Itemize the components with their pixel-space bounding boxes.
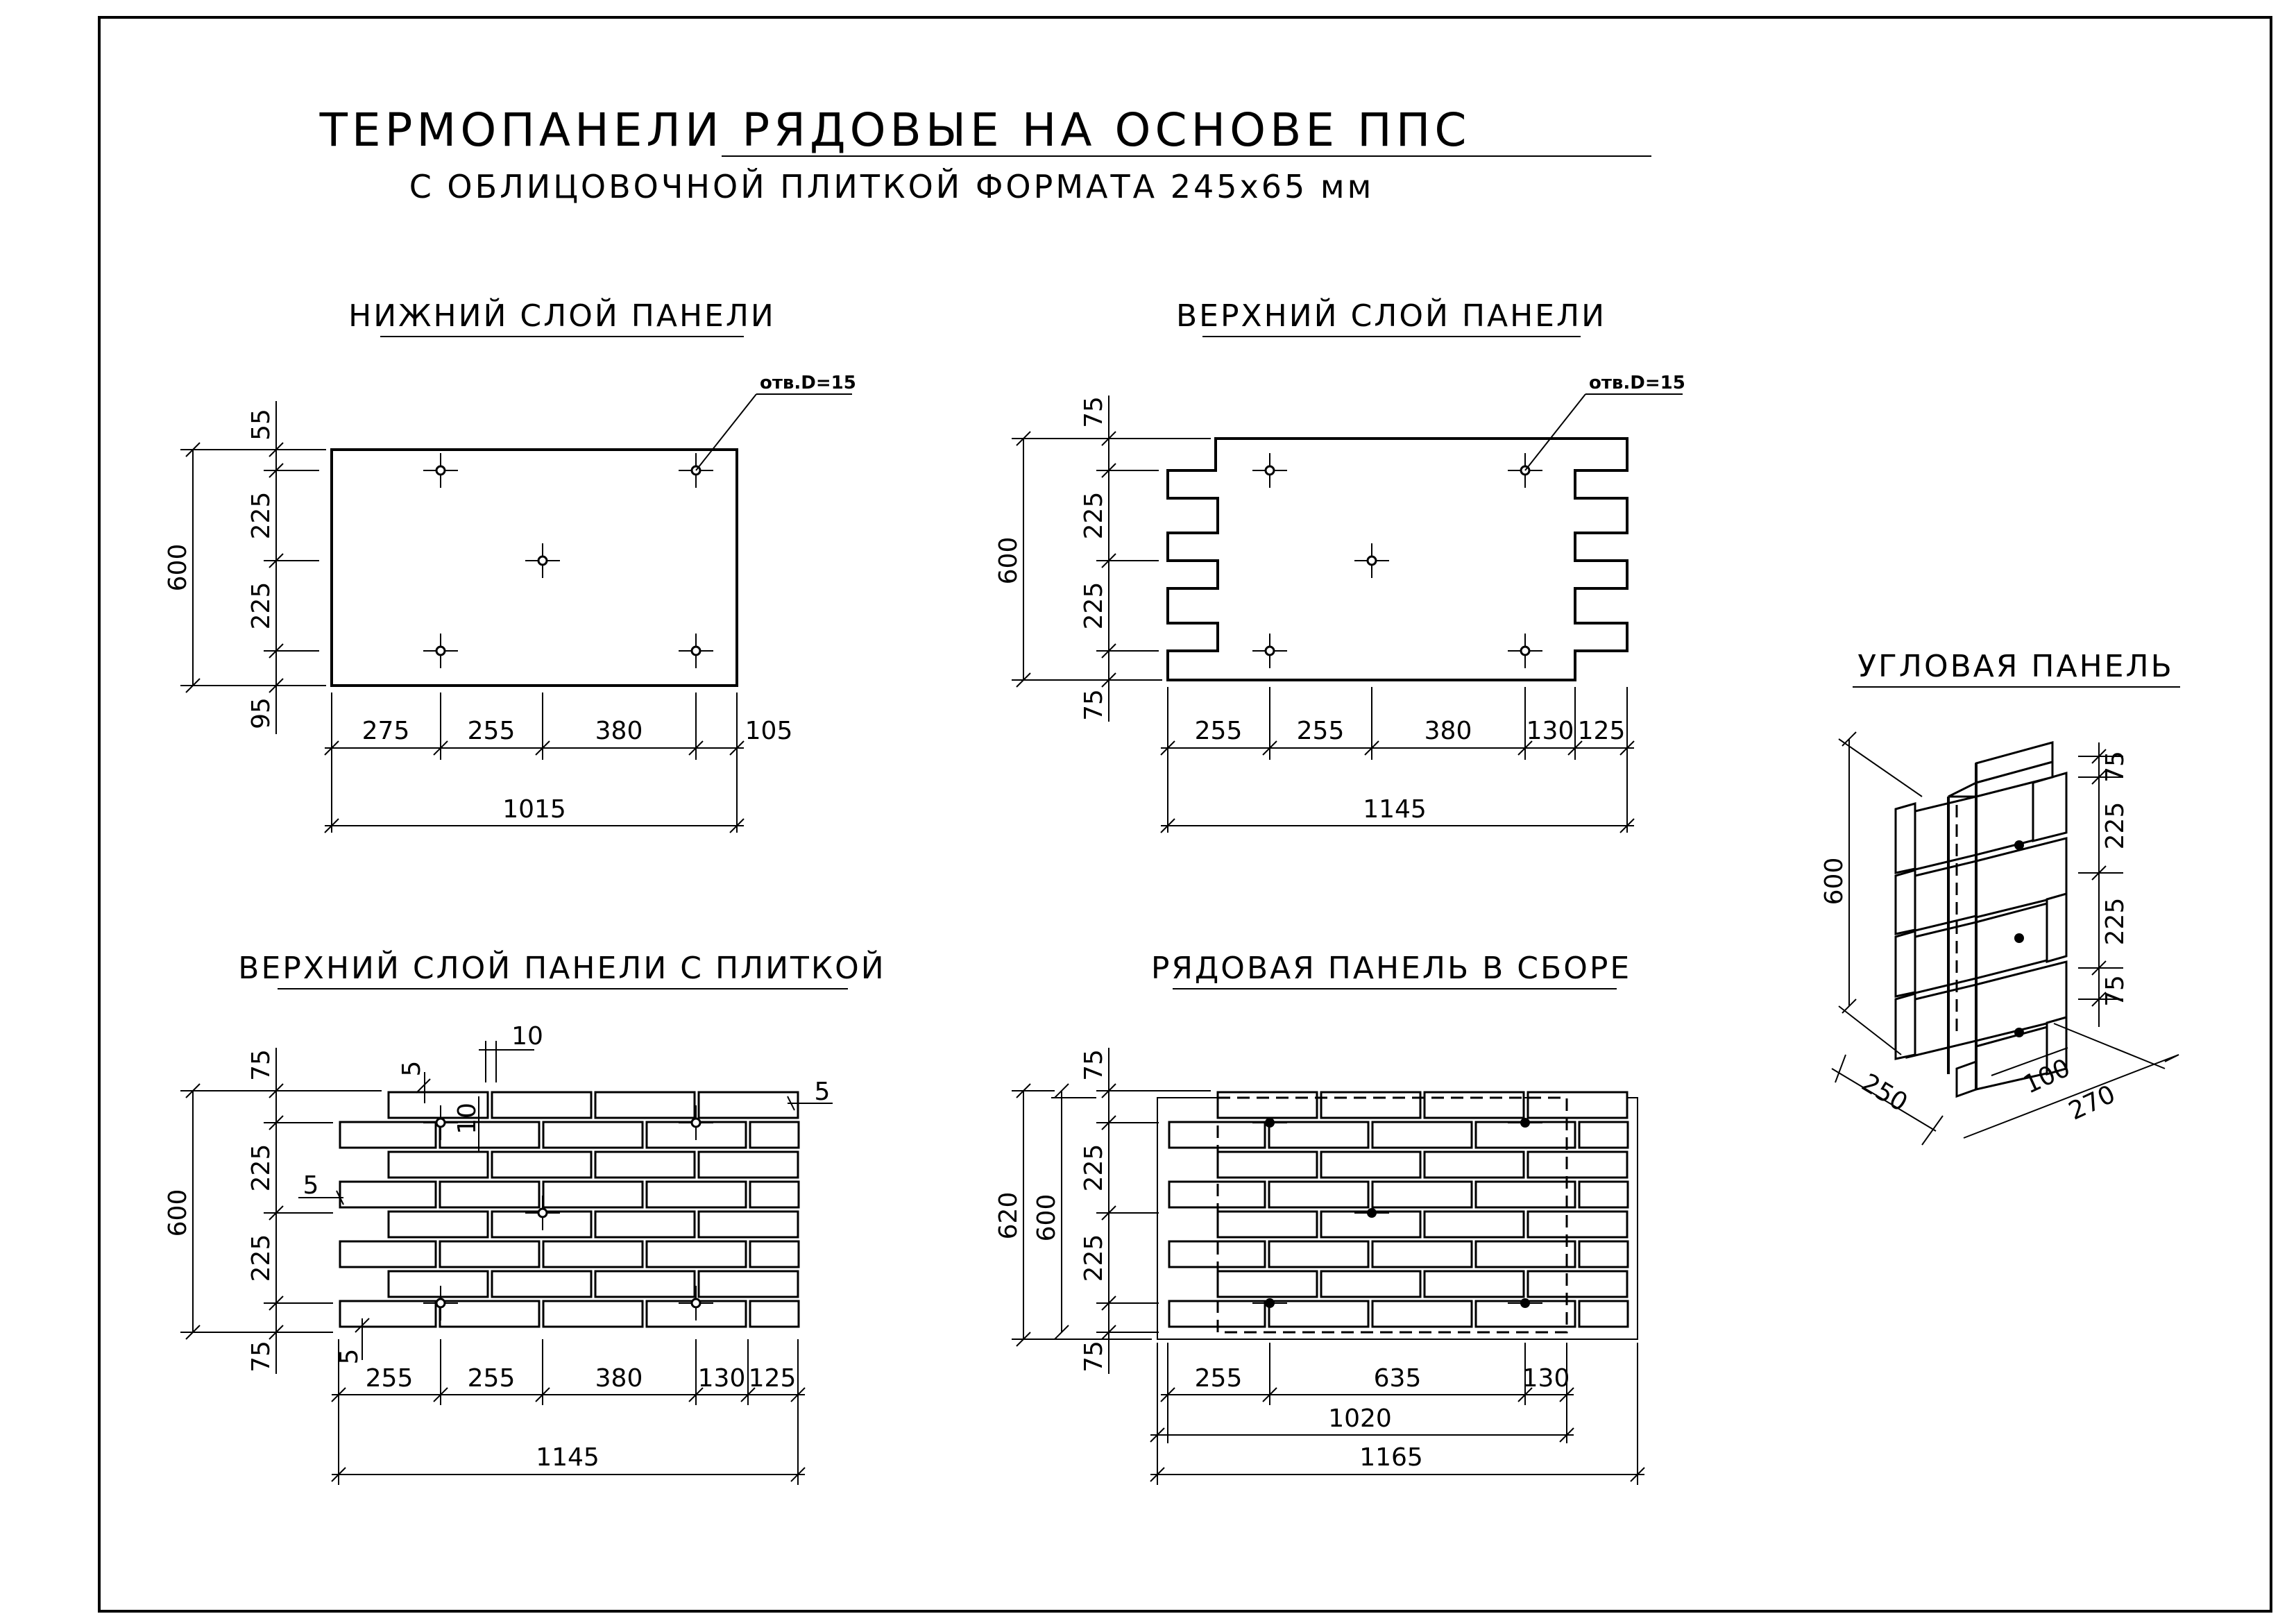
dim-label: 10 [453, 1103, 482, 1135]
brick-tile [1528, 1092, 1627, 1118]
dim-label: 600 [1032, 1193, 1061, 1242]
brick-tile [1218, 1271, 1317, 1297]
panel-outline [1168, 439, 1627, 680]
brick-tile [595, 1152, 695, 1178]
left-dimension-chain [247, 401, 326, 734]
dim-label: 255 [1194, 1364, 1243, 1393]
dim-label: 75 [1080, 689, 1108, 721]
dim-label: 275 [362, 717, 410, 745]
hole-markers [423, 453, 713, 668]
brick-tile [1476, 1182, 1575, 1207]
dim-label: 100 [2019, 1053, 2075, 1100]
brick-tile [595, 1212, 695, 1237]
dim-label: 600 [164, 543, 192, 592]
brick-tile [1528, 1152, 1627, 1178]
overall-width-dimension [332, 1443, 805, 1481]
view-corner [1820, 649, 2180, 1145]
dim-label: 75 [1080, 1049, 1108, 1081]
dim-label: 75 [247, 1341, 275, 1373]
brick-tile [1528, 1271, 1627, 1297]
overall-height-dimension [164, 443, 264, 692]
view-assembled [994, 951, 1644, 1485]
hole-marker [1508, 634, 1542, 668]
brick-tile [750, 1122, 799, 1148]
brick-tile [1321, 1092, 1420, 1118]
brick-tile [340, 1301, 436, 1327]
overall-height-dimension [164, 1084, 264, 1339]
dim-label: 130 [697, 1364, 746, 1393]
brick-tile [699, 1271, 798, 1297]
dim-label: 600 [994, 536, 1023, 585]
brick-tile [1579, 1301, 1628, 1327]
brick-tile [1321, 1271, 1420, 1297]
brick-tile [1425, 1212, 1524, 1237]
view-top-layer-tile [164, 949, 886, 1485]
brick-tile [699, 1092, 798, 1118]
dim-label: 95 [247, 697, 275, 729]
brick-tile [1269, 1241, 1368, 1267]
dim-label: 250 [1856, 1068, 1912, 1118]
dim-label: 225 [247, 581, 275, 630]
overall-width-dimension [325, 795, 744, 833]
dim-label: 225 [1080, 581, 1108, 630]
dim-label: 600 [1820, 857, 1848, 906]
panel-outline [332, 450, 737, 686]
dim-label: 5 [814, 1078, 831, 1106]
dim-label: 130 [1526, 717, 1574, 745]
dim-label: 225 [2101, 801, 2129, 850]
view-title: НИЖНИЙ СЛОЙ ПАНЕЛИ [348, 298, 776, 334]
dim-label: 225 [1080, 1144, 1108, 1192]
brick-tile [647, 1241, 746, 1267]
brick-tile [340, 1122, 436, 1148]
dim-label: 5 [335, 1348, 364, 1365]
hole-marker [525, 543, 560, 578]
view-title: УГЛОВАЯ ПАНЕЛЬ [1857, 649, 2174, 684]
brick-tile [1579, 1122, 1628, 1148]
brick-tile [1269, 1182, 1368, 1207]
dim-label: 10 [511, 1022, 543, 1051]
dim-label: 55 [247, 409, 275, 441]
dim-label: 225 [247, 1144, 275, 1192]
brick-wall [1169, 1092, 1628, 1327]
dim-label: 75 [1080, 1341, 1108, 1373]
sub-title: С ОБЛИЦОВОЧНОЙ ПЛИТКОЙ ФОРМАТА 245х65 мм [409, 168, 1375, 205]
dim-label: 5 [398, 1060, 426, 1077]
dim-label: 225 [2101, 897, 2129, 946]
dim-label: 255 [467, 717, 516, 745]
dim-label: 1165 [1359, 1443, 1423, 1472]
brick-tile [750, 1241, 799, 1267]
dim-label: 1020 [1328, 1404, 1392, 1433]
brick-tile [1528, 1212, 1627, 1237]
dim-label: 255 [1194, 717, 1243, 745]
dim-label: 1145 [1363, 795, 1427, 824]
brick-tile [440, 1241, 539, 1267]
inner-height-dimension [1032, 1084, 1096, 1339]
brick-tile [389, 1152, 488, 1178]
hole-leader [1525, 394, 1585, 470]
brick-tile [1579, 1241, 1628, 1267]
dim-label: 225 [1080, 1234, 1108, 1282]
brick-tile [1218, 1152, 1317, 1178]
hole-note: отв.D=15 [1589, 373, 1685, 393]
hole-marker [679, 634, 713, 668]
left-dimension-chain [1080, 396, 1211, 722]
view-title: ВЕРХНИЙ СЛОЙ ПАНЕЛИ С ПЛИТКОЙ [238, 951, 886, 986]
brick-tile [1579, 1182, 1628, 1207]
dim-label: 255 [365, 1364, 414, 1393]
brick-tile [340, 1182, 436, 1207]
brick-tile [1372, 1182, 1472, 1207]
dim-label: 125 [748, 1364, 797, 1393]
brick-tile [1372, 1122, 1472, 1148]
right-dimension-chain [2078, 742, 2129, 1027]
overall-height-dimension [994, 432, 1096, 687]
brick-tile [1425, 1271, 1524, 1297]
hole-markers [1252, 453, 1542, 668]
brick-tile [543, 1241, 643, 1267]
brick-tile [1372, 1301, 1472, 1327]
brick-tile [1321, 1152, 1420, 1178]
brick-tile [750, 1301, 799, 1327]
dim-label: 75 [1080, 396, 1108, 428]
hole-marker [1252, 453, 1287, 488]
brick-tile [389, 1271, 488, 1297]
dim-label: 380 [1424, 717, 1472, 745]
hole-leader [696, 394, 756, 470]
brick-tile [1269, 1122, 1368, 1148]
dim-label: 270 [2064, 1080, 2120, 1126]
view-title: ВЕРХНИЙ СЛОЙ ПАНЕЛИ [1176, 298, 1606, 334]
brick-tile [750, 1182, 799, 1207]
hole-note: отв.D=15 [760, 373, 856, 393]
hole-marker [423, 634, 458, 668]
brick-tile [699, 1152, 798, 1178]
brick-tile [340, 1241, 436, 1267]
dim-label: 600 [164, 1189, 192, 1237]
brick-tile [440, 1182, 539, 1207]
brick-tile [1476, 1241, 1575, 1267]
brick-tile [647, 1182, 746, 1207]
dim-label: 635 [1373, 1364, 1422, 1393]
dim-label: 1145 [536, 1443, 599, 1472]
hole-marker [423, 453, 458, 488]
dim-label: 1015 [502, 795, 566, 824]
dim-label: 620 [994, 1191, 1023, 1240]
hole-marker [1354, 543, 1389, 578]
dim-label: 380 [595, 1364, 643, 1393]
brick-tile [1425, 1152, 1524, 1178]
brick-tile [492, 1092, 591, 1118]
dim-label: 255 [1296, 717, 1345, 745]
brick-tile [595, 1271, 695, 1297]
brick-tile [440, 1301, 539, 1327]
brick-tile [699, 1212, 798, 1237]
dim-label: 255 [467, 1364, 516, 1393]
dim-label: 130 [1522, 1364, 1570, 1393]
hole-marker [1252, 634, 1287, 668]
brick-tile [1218, 1212, 1317, 1237]
dim-label: 380 [595, 717, 643, 745]
dim-label: 105 [745, 717, 793, 745]
brick-tile [492, 1271, 591, 1297]
dim-label: 125 [1577, 717, 1626, 745]
brick-tile [492, 1152, 591, 1178]
main-title: ТЕРМОПАНЕЛИ РЯДОВЫЕ НА ОСНОВЕ ППС [319, 103, 1471, 157]
dim-label: 225 [247, 1234, 275, 1282]
brick-tile [543, 1182, 643, 1207]
brick-tile [543, 1301, 643, 1327]
overall-width-dimension [1161, 795, 1634, 833]
brick-tile [595, 1092, 695, 1118]
brick-tile [1372, 1241, 1472, 1267]
brick-tile [1218, 1092, 1317, 1118]
brick-wall [340, 1092, 799, 1327]
dim-label: 5 [303, 1171, 319, 1200]
brick-tile [1425, 1092, 1524, 1118]
dim-label: 75 [2101, 751, 2129, 783]
brick-tile [1269, 1301, 1368, 1327]
brick-tile [389, 1212, 488, 1237]
brick-tile [543, 1122, 643, 1148]
dim-label: 75 [2101, 975, 2129, 1007]
view-bottom-layer [164, 297, 856, 833]
dim-label: 75 [247, 1049, 275, 1081]
dim-label: 225 [1080, 491, 1108, 540]
dim-label: 225 [247, 491, 275, 540]
view-title: РЯДОВАЯ ПАНЕЛЬ В СБОРЕ [1150, 951, 1632, 986]
view-top-layer [994, 297, 1685, 833]
